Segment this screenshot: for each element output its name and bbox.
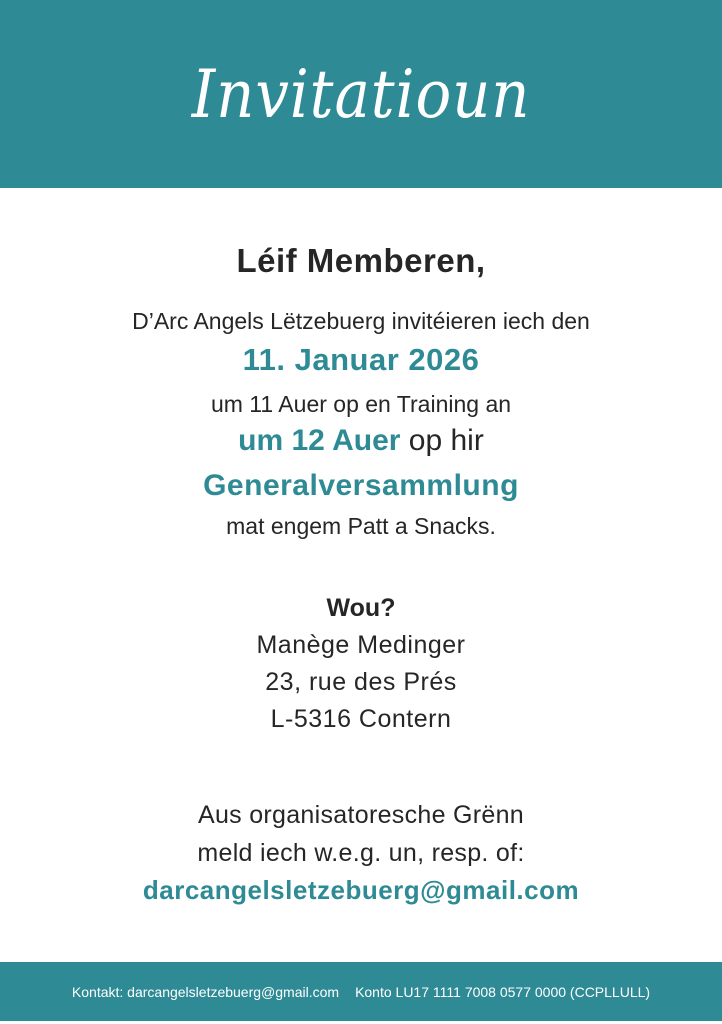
registration-email bbox=[0, 875, 722, 906]
footer-bar bbox=[0, 962, 722, 1021]
meeting-time-highlight: um 12 Auer bbox=[238, 424, 401, 457]
event-date: 11. Januar 2026 bbox=[242, 342, 480, 377]
intro-text: D’Arc Angels Lëtzebuerg invitéieren iech den bbox=[132, 308, 590, 334]
meeting-time bbox=[0, 424, 722, 458]
location-street: 23, rue des Prés bbox=[265, 668, 457, 696]
location-name: Manège Medinger bbox=[256, 631, 466, 659]
snacks-text: mat engem Patt a Snacks. bbox=[226, 513, 496, 539]
registration-line-2: meld iech w.e.g. un, resp. of: bbox=[197, 839, 525, 867]
header-banner bbox=[0, 0, 722, 188]
location-heading: Wou? bbox=[326, 594, 396, 622]
meeting-time-rest: op hir bbox=[400, 424, 484, 457]
registration-line-1: Aus organisatoresche Grënn bbox=[197, 801, 525, 829]
footer-account: Konto LU17 1111 7008 0577 0000 (CCPLLULL) bbox=[355, 983, 651, 1000]
training-text: um 11 Auer op en Training an bbox=[210, 391, 512, 417]
event-name: Generalversammlung bbox=[203, 469, 519, 502]
location-city: L-5316 Contern bbox=[270, 705, 452, 733]
footer-contact: Kontakt: darcangelsletzebuerg@gmail.com bbox=[71, 983, 340, 1000]
page-title: Invitatioun bbox=[191, 55, 531, 133]
email-link[interactable]: darcangelsletzebuerg@gmail.com bbox=[142, 875, 580, 905]
greeting: Léif Memberen, bbox=[236, 242, 486, 279]
